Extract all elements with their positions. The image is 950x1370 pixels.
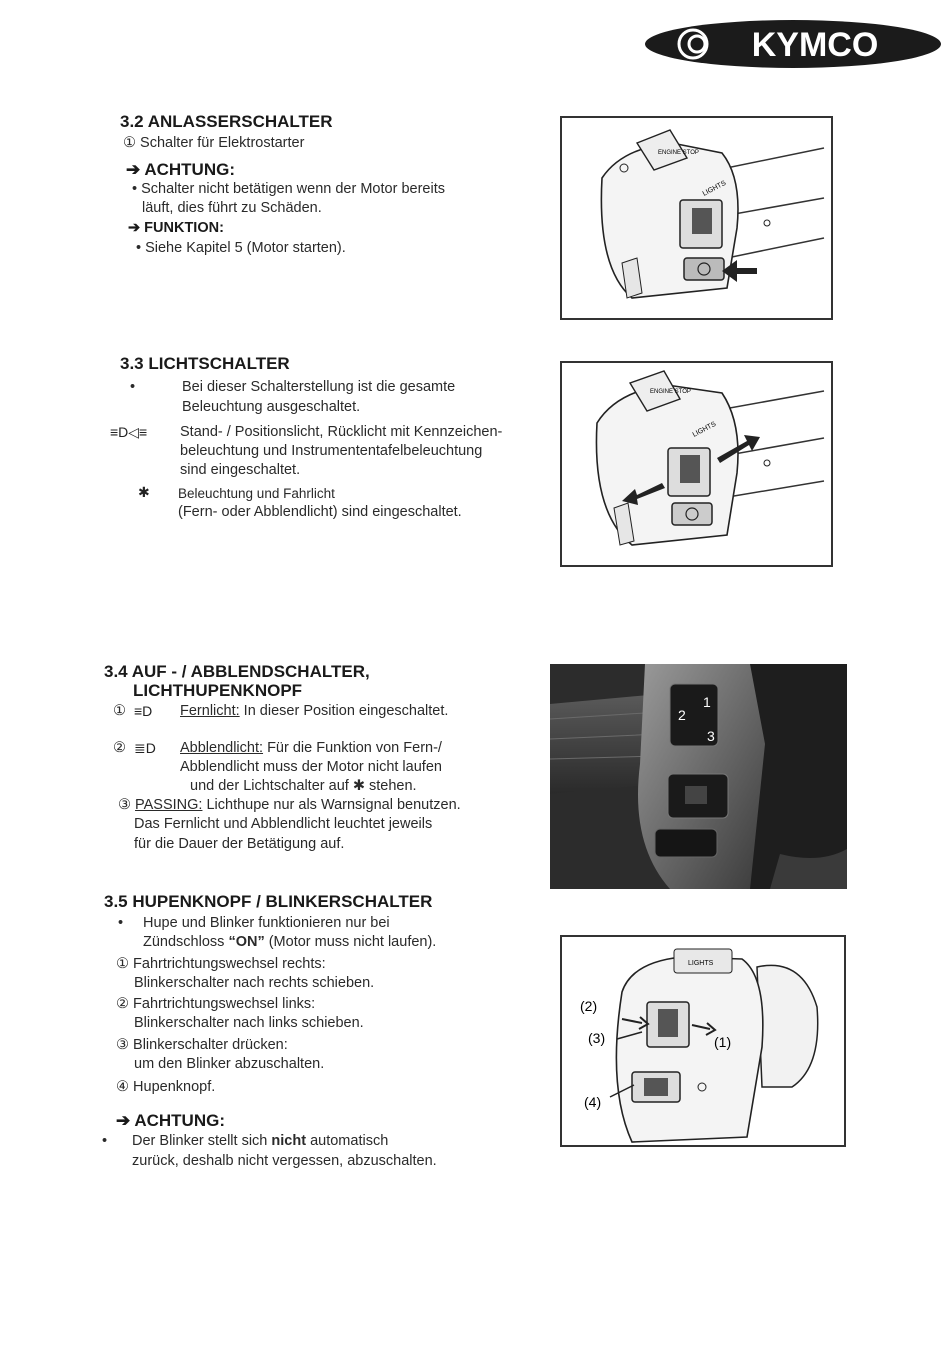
s34-passing-line1	[118, 796, 461, 815]
s33-off-line1: Bei dieser Schalterstellung ist die gesamte	[182, 379, 456, 395]
item-number: ①	[116, 956, 129, 972]
low-beam-text: Für die Funktion von Fern-/	[267, 740, 442, 756]
low-beam-label: Abblendlicht:	[180, 740, 264, 756]
s35-item3-line1	[116, 1036, 288, 1055]
s34-low-beam-line1	[180, 739, 442, 758]
passing-text: Lichthupe nur als Warnsignal benutzen.	[206, 797, 461, 813]
section-heading-3-4-line1: 3.4 AUF - / ABBLENDSCHALTER,	[104, 662, 370, 681]
s32-warning-line1: • Schalter nicht betätigen wenn der Motor bereits	[132, 181, 445, 197]
s32-function-line1: • Siehe Kapitel 5 (Motor starten).	[136, 240, 346, 256]
s34-high-beam	[180, 702, 448, 721]
warning-text-a: Der Blinker stellt sich	[132, 1133, 272, 1149]
s33-pos-line1: Stand- / Positionslicht, Rücklicht mit Kennzeichen-	[180, 424, 503, 440]
s33-bullet: •	[130, 379, 136, 395]
section-heading-3-4-line2: LICHTHUPENKNOPF	[133, 681, 303, 700]
position-light-symbol: ≡D◁≡	[110, 424, 148, 440]
item-text: Fahrtrichtungswechsel rechts:	[133, 956, 326, 972]
item-text: Hupenknopf.	[133, 1079, 216, 1095]
s34-low-beam-line3: und der Lichtschalter auf ✱ stehen.	[190, 778, 417, 794]
s35-intro-line2	[143, 933, 436, 952]
item-text: Schalter für Elektrostarter	[140, 135, 305, 151]
item-number: ②	[116, 996, 129, 1012]
kymco-logo	[643, 18, 943, 70]
section-heading-3-2: 3.2 ANLASSERSCHALTER	[120, 112, 333, 131]
callout-1: (1)	[714, 1034, 732, 1050]
headlight-on-symbol: ✱	[138, 484, 150, 500]
callout-2: (2)	[580, 998, 598, 1014]
warning-text-b: automatisch	[306, 1133, 389, 1149]
callout-3: (3)	[588, 1030, 606, 1046]
warning-bold: nicht	[271, 1133, 307, 1149]
logo-text: KYMCO	[751, 26, 879, 64]
s33-pos-line3: sind eingeschaltet.	[180, 462, 301, 478]
intro-text-a: Zündschloss	[143, 934, 229, 950]
s35-warning-heading: ➔ ACHTUNG:	[116, 1111, 225, 1130]
fig-label-engine-stop: ENGINE STOP	[650, 389, 691, 395]
item-number: ①	[123, 135, 136, 151]
item-number: ④	[116, 1079, 129, 1095]
high-beam-label: Fernlicht:	[180, 703, 240, 719]
item-number: ③	[116, 1037, 129, 1053]
section-heading-3-5: 3.5 HUPENKNOPF / BLINKERSCHALTER	[104, 892, 433, 911]
s34-passing-line2: Das Fernlicht und Abblendlicht leuchtet jeweils	[134, 816, 433, 832]
high-beam-symbol: ≡D	[134, 703, 153, 719]
s35-bullet: •	[118, 915, 124, 931]
s35-item4	[116, 1078, 215, 1097]
s32-item1	[123, 134, 304, 153]
s35-item3-line2: um den Blinker abzuschalten.	[134, 1056, 325, 1072]
s35-item1-line1	[116, 955, 326, 974]
item-text: Blinkerschalter drücken:	[133, 1037, 288, 1053]
fig-label-lights: LIGHTS	[701, 179, 728, 198]
s33-on-line1: Beleuchtung und Fahrlicht	[178, 486, 335, 501]
s33-off-line2: Beleuchtung ausgeschaltet.	[182, 399, 361, 415]
s33-on-line2: (Fern- oder Abblendlicht) sind eingeschaltet.	[178, 504, 462, 520]
intro-text-b: (Motor muss nicht laufen).	[264, 934, 437, 950]
s35-item2-line1	[116, 995, 315, 1014]
section-heading-3-3: 3.3 LICHTSCHALTER	[120, 354, 290, 373]
s35-item1-line2: Blinkerschalter nach rechts schieben.	[134, 975, 375, 991]
photo-number-1: 1	[703, 694, 711, 710]
high-beam-text: In dieser Position eingeschaltet.	[243, 703, 449, 719]
passing-label: PASSING:	[135, 797, 203, 813]
photo-dimmer-switch	[550, 664, 847, 889]
low-beam-symbol: ≣D	[134, 740, 156, 756]
s34-item2-number: ②	[113, 740, 126, 756]
s32-function-heading: ➔ FUNKTION:	[128, 220, 224, 236]
item-text: Fahrtrichtungswechsel links:	[133, 996, 316, 1012]
callout-4: (4)	[584, 1094, 602, 1110]
item-number: ③	[118, 797, 131, 813]
s35-item2-line2: Blinkerschalter nach links schieben.	[134, 1015, 364, 1031]
figure-light-switch	[560, 361, 833, 567]
fig-label-lights: LIGHTS	[691, 420, 718, 439]
s32-warning-line2: läuft, dies führt zu Schäden.	[142, 200, 322, 216]
s34-passing-line3: für die Dauer der Betätigung auf.	[134, 836, 345, 852]
s34-low-beam-line2: Abblendlicht muss der Motor nicht laufen	[180, 759, 442, 775]
photo-number-2: 2	[678, 707, 686, 723]
s34-item1-number: ①	[113, 703, 126, 719]
s35-warning-bullet: •	[102, 1133, 108, 1149]
figure-turn-signal-switch	[560, 935, 846, 1147]
s32-warning-heading: ➔ ACHTUNG:	[126, 160, 235, 179]
photo-number-3: 3	[707, 728, 715, 744]
fig-label-engine-stop: ENGINE STOP	[658, 150, 699, 156]
s35-warning-line1	[132, 1132, 388, 1151]
intro-on: “ON”	[228, 934, 265, 950]
fig-label-lights: LIGHTS	[688, 960, 714, 967]
figure-starter-switch	[560, 116, 833, 320]
s35-warning-line2: zurück, deshalb nicht vergessen, abzuschalten.	[132, 1153, 437, 1169]
s33-pos-line2: beleuchtung und Instrumententafelbeleuchtung	[180, 443, 483, 459]
s35-intro-line1: Hupe und Blinker funktionieren nur bei	[143, 915, 390, 931]
